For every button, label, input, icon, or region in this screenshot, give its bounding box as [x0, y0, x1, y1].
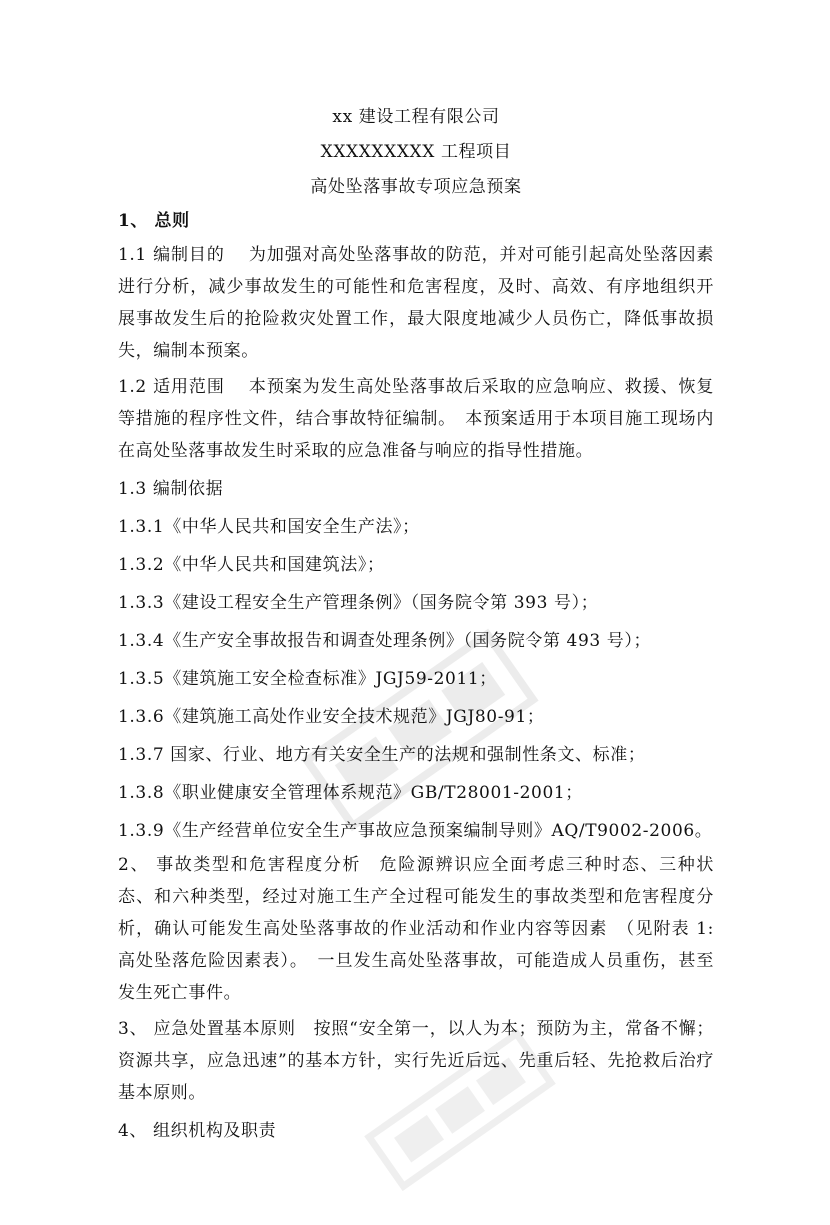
project-name: XXXXXXXXX 工程项目 [320, 142, 512, 162]
section-3-principles: 3、 应急处置基本原则 按照“安全第一，以人为本；预防为主，常备不懈；资源共享，应急迅速”的基本方针，实行先近后远、先重后轻、先抢救后治疗基本原则。 [118, 1019, 714, 1103]
reference-item: 1.3.6《建筑施工高处作业安全技术规范》JGJ80-91； [118, 707, 545, 727]
section-2-risk-analysis: 2、 事故类型和危害程度分析 危险源辨识应全面考虑三种时态、三种状态、和六种类型，经过对施工生产全过程可能发生的事故类型和危害程度分析，确认可能发生高处坠落事故的作业活动和作业内容等因素 （见附表 1:高处坠落危险因素表）。 一旦发生高处坠落事故，可能造成人员重伤，甚至发生死亡事件。 [118, 855, 714, 1003]
reference-item: 1.3.4《生产安全事故报告和调查处理条例》（国务院令第 493 号）； [118, 631, 652, 651]
reference-item: 1.3.8《职业健康安全管理体系规范》GB/T28001-2001； [118, 783, 583, 803]
reference-item: 1.3.1《中华人民共和国安全生产法》； [118, 517, 420, 537]
section-1-heading: 1、 总则 [118, 211, 190, 231]
paragraph-1-2-scope: 1.2 适用范围 本预案为发生高处坠落事故后采取的应急响应、救援、恢复等措施的程序性文件，结合事故特征编制。 本预案适用于本项目施工现场内在高处坠落事故发生时采取的应急准备与响应的指导性措施。 [118, 377, 714, 461]
document-title: 高处坠落事故专项应急预案 [310, 177, 522, 197]
document-body [118, 101, 714, 1147]
section-4-heading: 4、 组织机构及职责 [118, 1121, 277, 1141]
reference-item: 1.3.2《中华人民共和国建筑法》； [118, 555, 385, 575]
paragraph-1-3-basis: 1.3 编制依据 [118, 479, 224, 499]
reference-item: 1.3.5《建筑施工安全检查标准》JGJ59-2011； [118, 669, 497, 689]
paragraph-1-1-purpose: 1.1 编制目的 为加强对高处坠落事故的防范，并对可能引起高处坠落因素进行分析，减少事故发生的可能性和危害程度，及时、高效、有序地组织开展事故发生后的抢险救灾处置工作，最大限度地减少人员伤亡，降低事故损失，编制本预案。 [118, 245, 714, 361]
company-name: xx 建设工程有限公司 [332, 107, 500, 127]
reference-item: 1.3.3《建设工程安全生产管理条例》（国务院令第 393 号）； [118, 593, 599, 613]
reference-item: 1.3.7 国家、行业、地方有关安全生产的法规和强制性条文、标准； [118, 745, 646, 765]
reference-item: 1.3.9《生产经营单位安全生产事故应急预案编制导则》AQ/T9002-2006。 [118, 821, 713, 841]
